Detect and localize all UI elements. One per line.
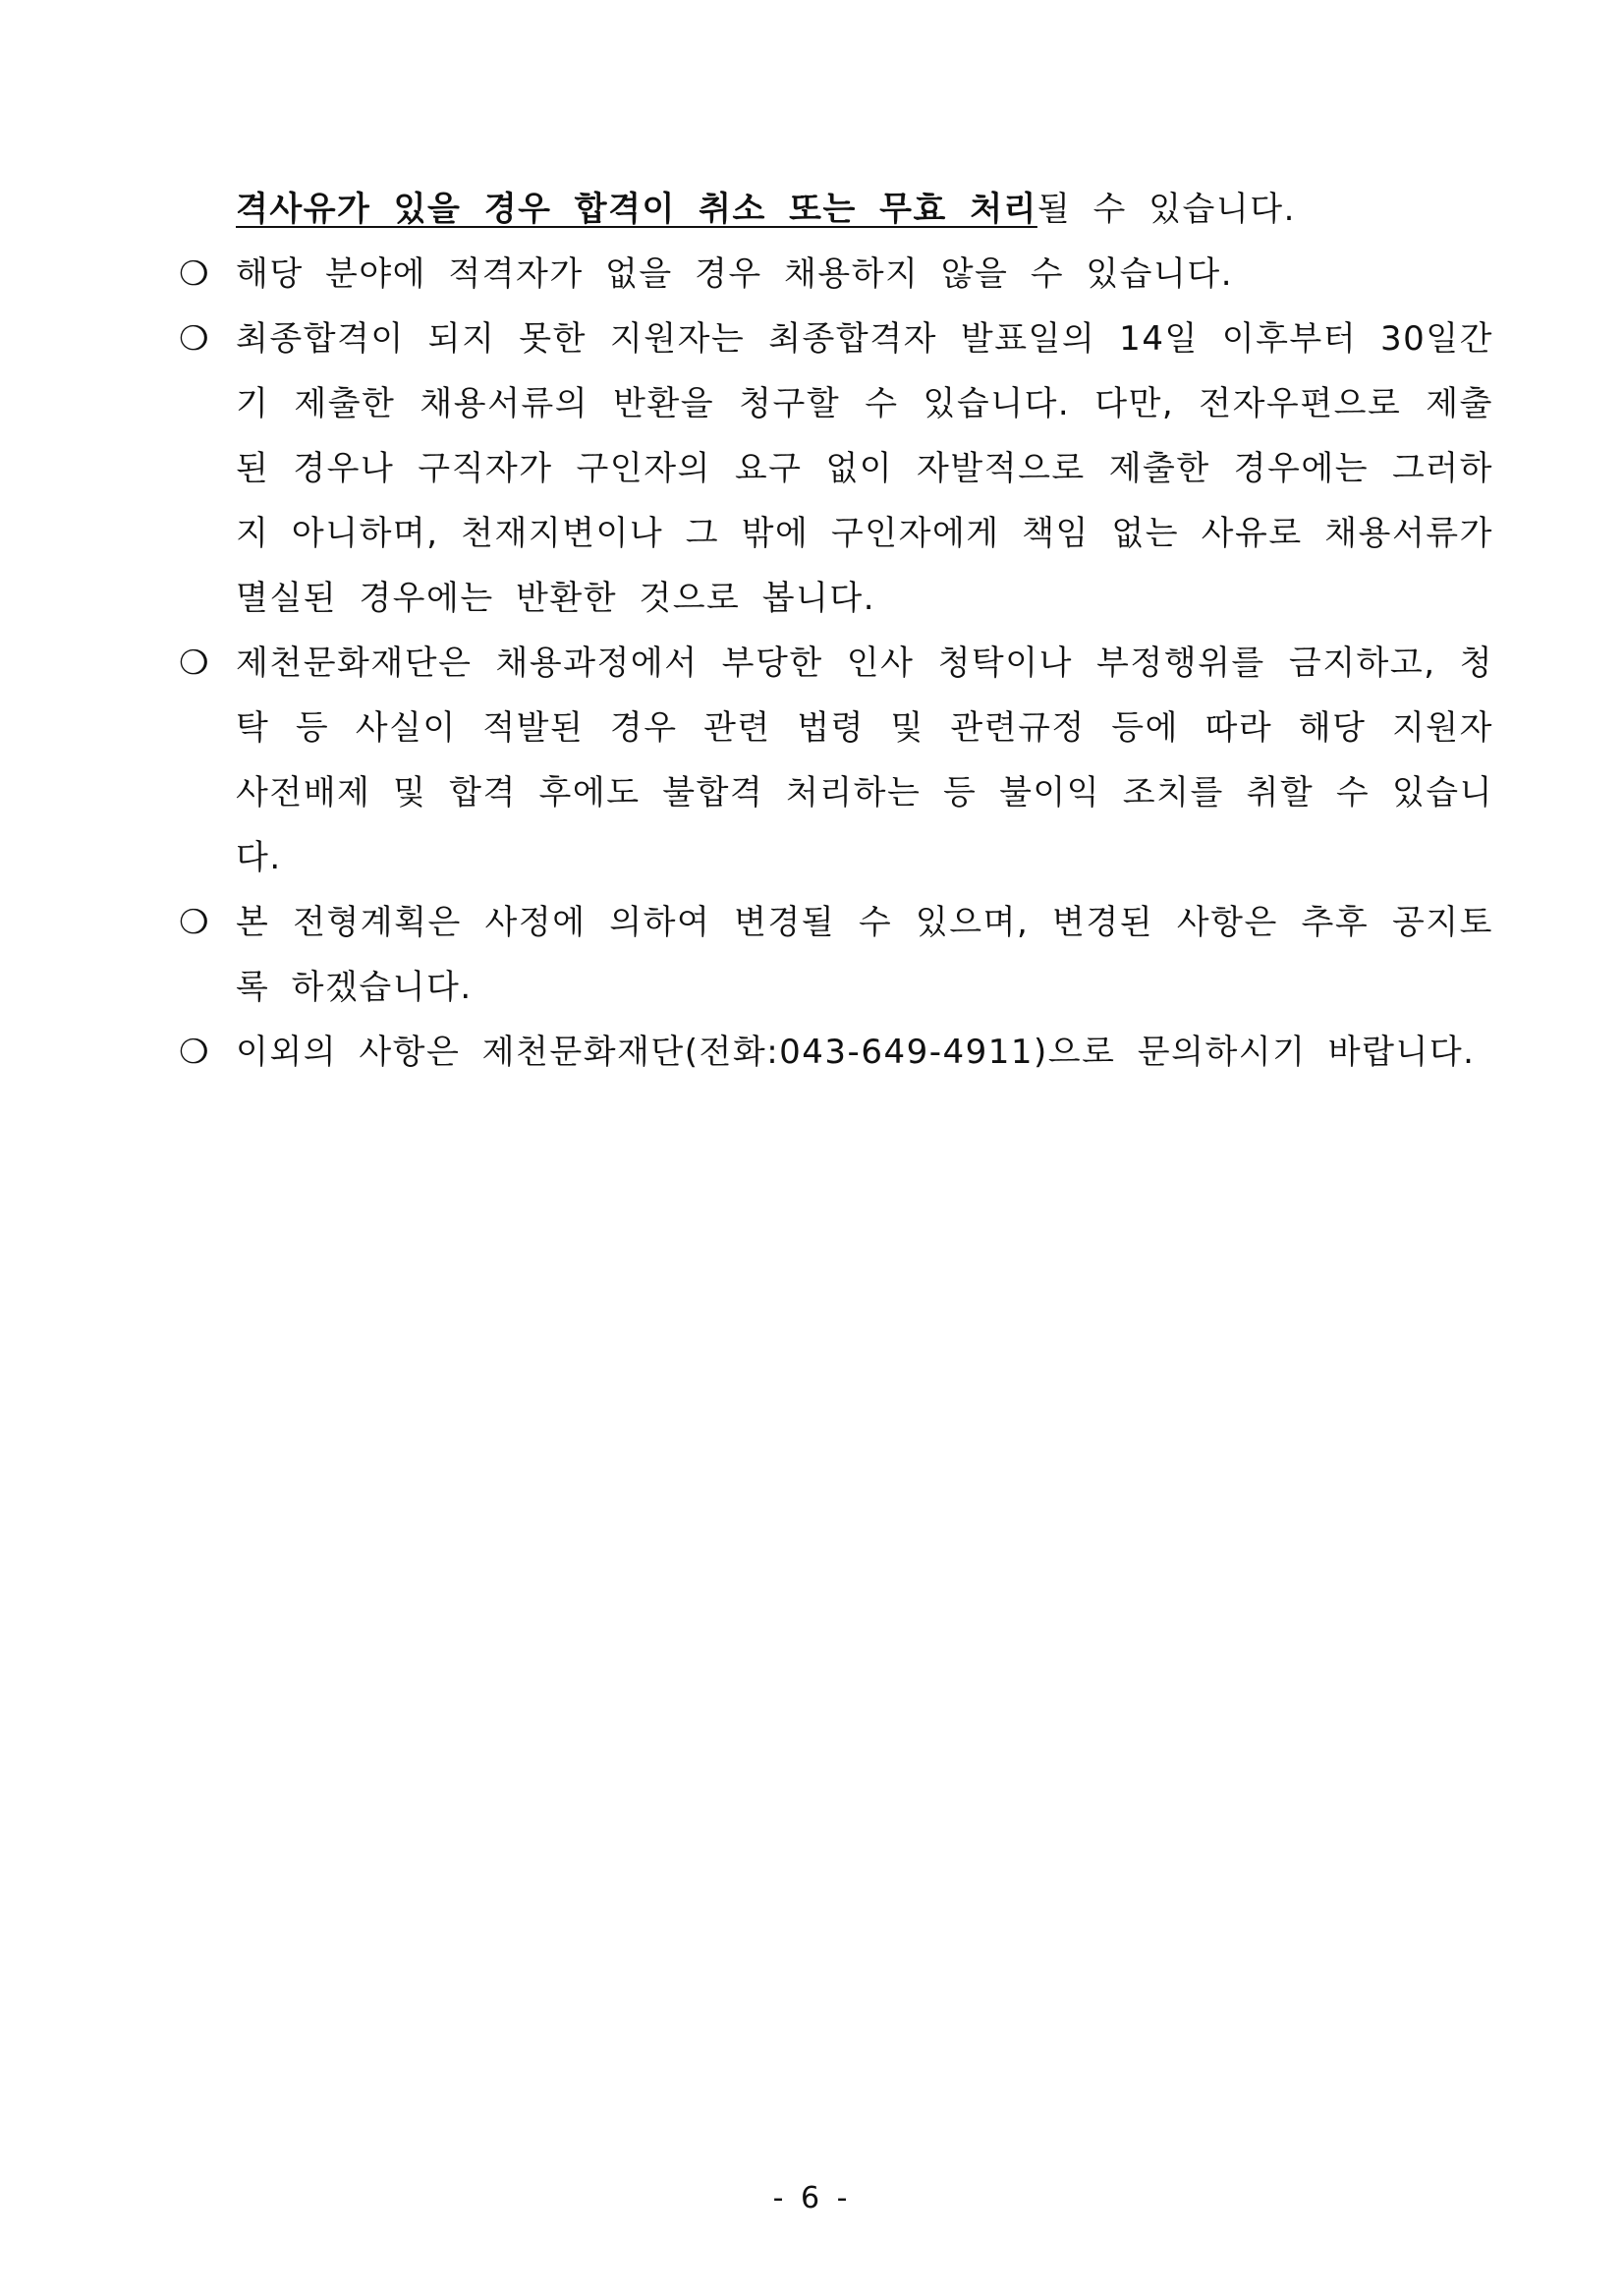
notice-body — [177, 177, 1493, 1085]
continuation-paragraph — [177, 177, 1493, 242]
notice-item — [177, 631, 1493, 890]
notice-item — [177, 307, 1493, 631]
circle-bullet-icon: ❍ — [179, 644, 209, 683]
circle-bullet-icon: ❍ — [179, 903, 209, 942]
notice-item-text: 해당 분야에 적격자가 없을 경우 채용하지 않을 수 있습니다. — [236, 254, 1234, 294]
circle-bullet-icon: ❍ — [179, 254, 209, 294]
continuation-text: 될 수 있습니다. — [1036, 190, 1296, 229]
notice-item-text: 이외의 사항은 제천문화재단(전화:043-649-4911)으로 문의하시기 바랍니다. — [236, 1033, 1476, 1072]
notice-item — [177, 242, 1493, 307]
notice-item-text: 최종합격이 되지 못한 지원자는 최종합격자 발표일의 14일 이후부터 30일간 기 제출한 채용서류의 반환을 청구할 수 있습니다. 다만, 전자우편으로 제출된 경우나 구직자가 구인자의 요구 없이 자발적으로 제출한 경우에는 그러하지 아니하며, 천재지변이나 그 밖에 구인자에게 책임 없는 사유로 채용서류가 멸실된 경우에는 반환한 것으로 봅니다. — [236, 319, 1493, 618]
circle-bullet-icon: ❍ — [179, 319, 209, 359]
notice-item — [177, 890, 1493, 1020]
page-number: - 6 - — [772, 2181, 852, 2215]
notice-item — [177, 1020, 1493, 1085]
circle-bullet-icon: ❍ — [179, 1033, 209, 1072]
notice-item-text: 제천문화재단은 채용과정에서 부당한 인사 청탁이나 부정행위를 금지하고, 청탁 등 사실이 적발된 경우 관련 법령 및 관련규정 등에 따라 해당 지원자 사전배제 및 합격 후에도 불합격 처리하는 등 불이익 조치를 취할 수 있습니다. — [236, 644, 1493, 877]
notice-item-text: 본 전형계획은 사정에 의하여 변경될 수 있으며, 변경된 사항은 추후 공지토록 하겠습니다. — [236, 903, 1493, 1007]
underlined-emphasis: 격사유가 있을 경우 합격이 취소 또는 무효 처리 — [236, 190, 1037, 229]
